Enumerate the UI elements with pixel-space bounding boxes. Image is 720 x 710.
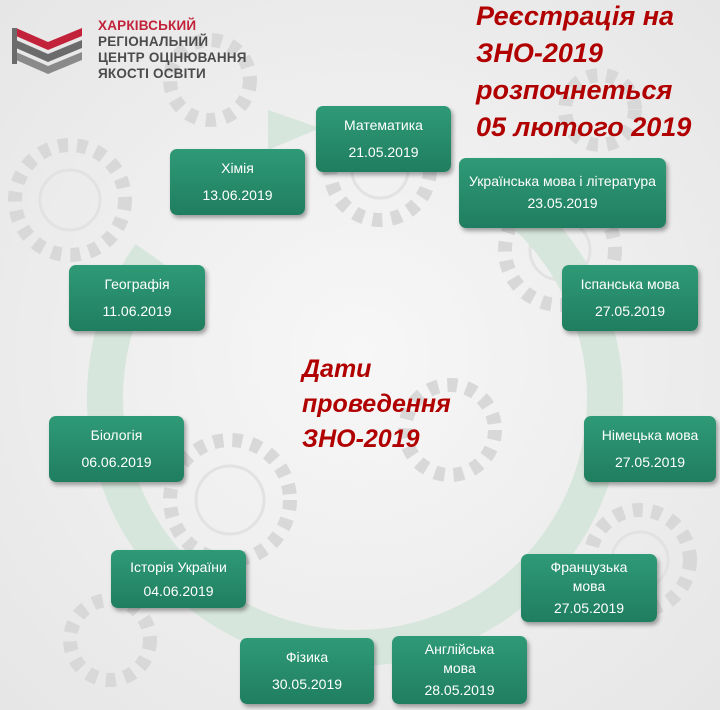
exam-card-english [392, 636, 527, 704]
exam-date: 27.05.2019 [614, 454, 686, 470]
registration-headline [476, 0, 716, 146]
exam-card-spanish [562, 265, 698, 331]
exam-date: 21.05.2019 [348, 144, 419, 160]
exam-subject: Німецька мова [601, 427, 699, 443]
exam-date: 11.06.2019 [102, 303, 172, 319]
exam-date: 27.05.2019 [553, 599, 625, 616]
exam-card-geography [69, 265, 205, 331]
exam-card-history [111, 550, 246, 608]
exam-date: 06.06.2019 [81, 454, 152, 470]
logo-line-2: РЕГІОНАЛЬНИЙ [98, 34, 209, 49]
exam-date: 28.05.2019 [424, 681, 495, 698]
exam-subject: Хімія [221, 160, 254, 176]
center-line-1: Дати [302, 355, 372, 383]
exam-card-german [584, 416, 716, 482]
logo-line-1: ХАРКІВСЬКИЙ [98, 18, 197, 33]
logo-text [98, 18, 247, 82]
exam-subject: Біологія [90, 427, 143, 443]
exam-card-chemistry [170, 149, 305, 215]
exam-subject: Географія [104, 276, 170, 292]
exam-subject: Українська мова і література [469, 173, 656, 189]
exam-card-biology [49, 416, 184, 482]
exam-date: 30.05.2019 [271, 676, 343, 692]
exam-card-physics [240, 638, 374, 704]
logo-line-3: ЦЕНТР ОЦІНЮВАННЯ [98, 50, 247, 65]
center-line-2: проведення [302, 390, 451, 418]
open-book-icon [8, 14, 90, 78]
logo-line-4: ЯКОСТІ ОСВІТИ [98, 66, 206, 81]
exam-subject: Іспанська мова [580, 276, 680, 292]
exam-card-ukrainian [459, 158, 666, 228]
exam-subject: Фізика [285, 649, 329, 665]
center-title [302, 352, 502, 457]
headline-line-4: 05 лютого 2019 [476, 112, 692, 142]
exam-card-french [521, 554, 657, 622]
exam-date: 23.05.2019 [527, 195, 598, 211]
exam-date: 13.06.2019 [202, 187, 273, 203]
exam-date: 27.05.2019 [594, 303, 666, 319]
logo [8, 8, 258, 81]
headline-line-3: розпочнеться [476, 75, 673, 105]
headline-line-2: ЗНО-2019 [476, 38, 603, 68]
exam-subject: Французька мова [550, 558, 628, 594]
exam-subject: Англійська мова [424, 640, 495, 676]
exam-subject: Історія України [130, 558, 227, 575]
exam-date: 04.06.2019 [143, 582, 214, 599]
exam-subject: Математика [344, 117, 423, 133]
exam-card-mathematics [316, 106, 451, 172]
headline-line-1: Реєстрація на [476, 1, 675, 31]
center-line-3: ЗНО-2019 [302, 425, 420, 453]
